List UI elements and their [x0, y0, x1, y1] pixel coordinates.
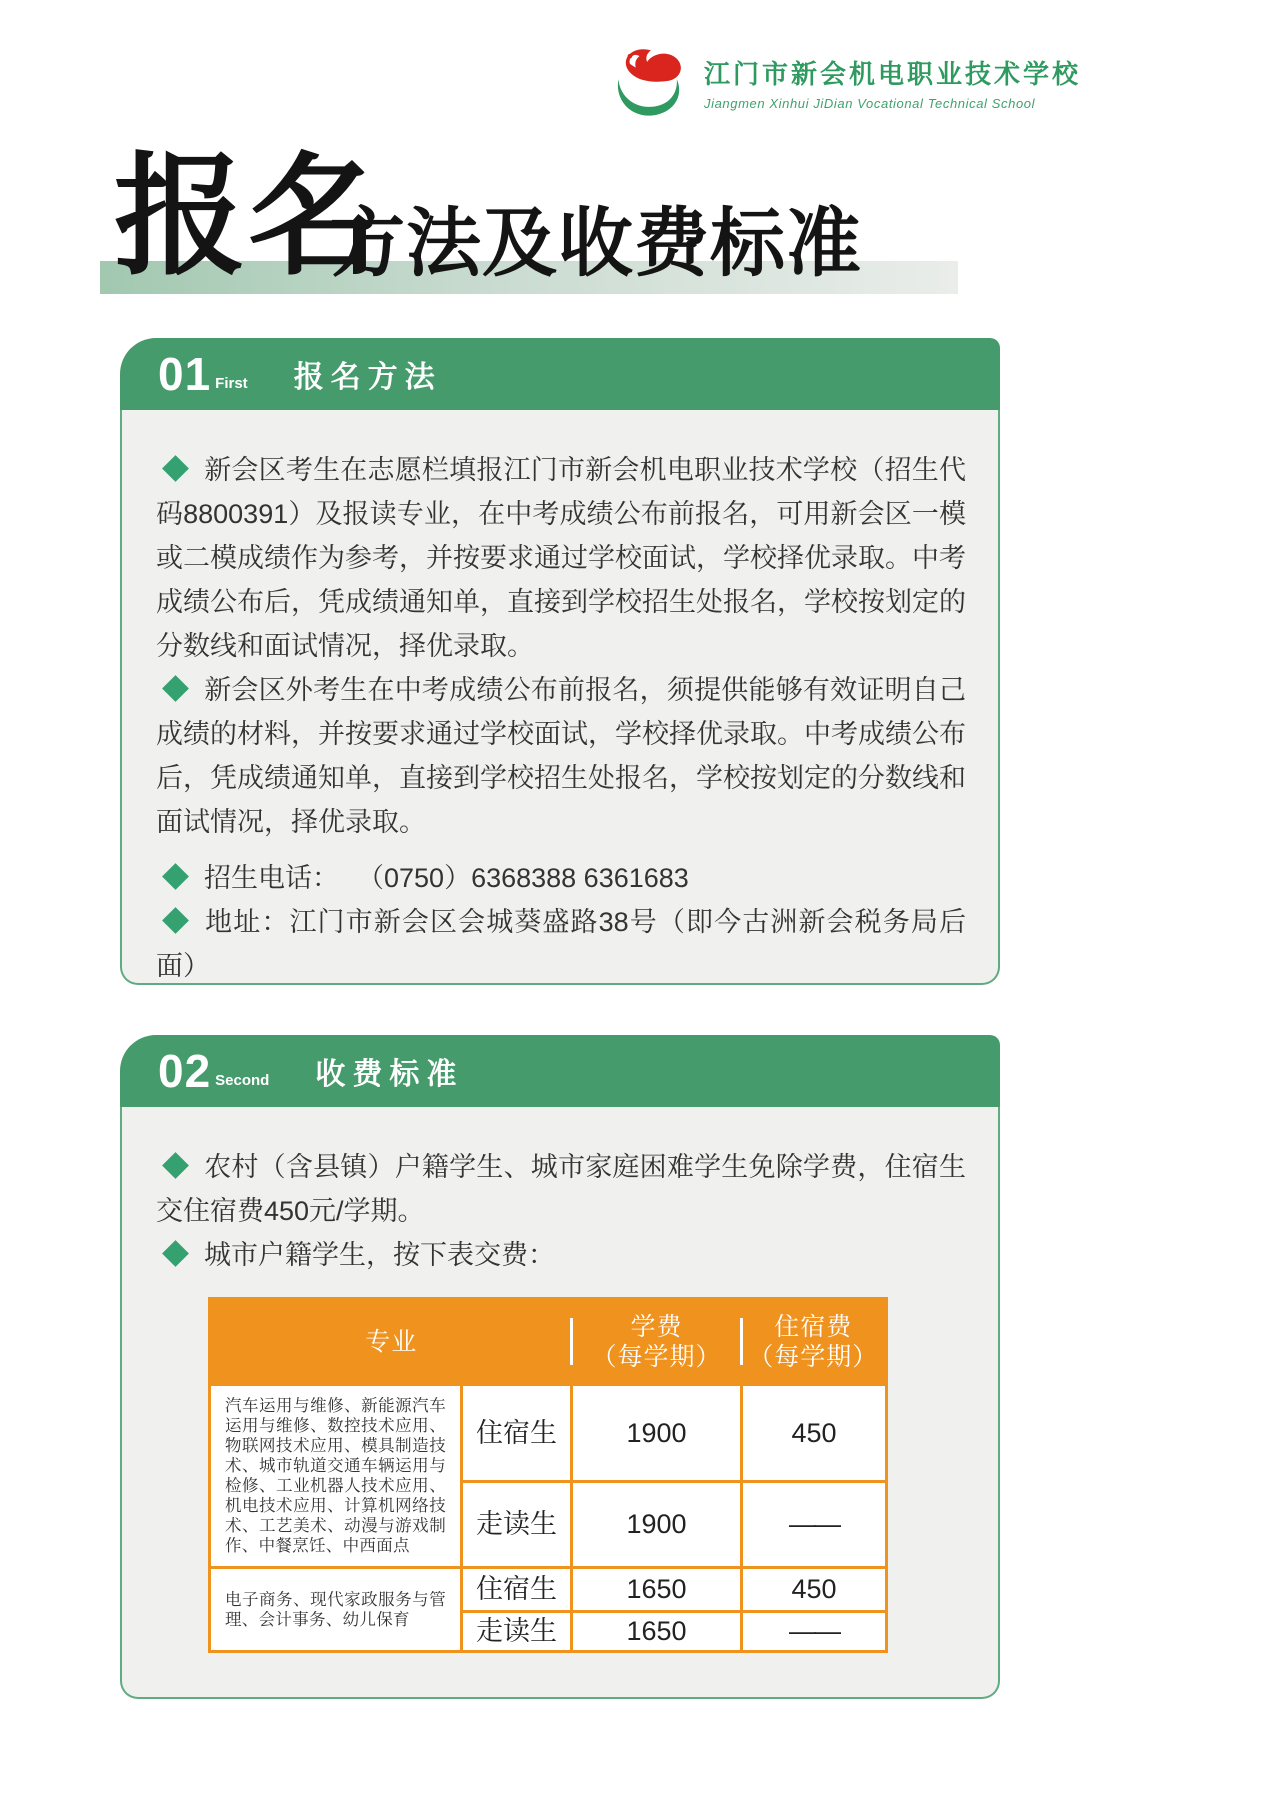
diamond-bullet-icon [162, 455, 189, 482]
diamond-bullet-icon [162, 907, 189, 934]
section1-number: 01 [158, 348, 212, 400]
address-text: 地址：江门市新会区会城葵盛路38号（即今古洲新会税务局后面） [156, 907, 966, 981]
col-header-tuition: 学费 （每学期） [572, 1299, 742, 1385]
student-type-cell: 住宿生 [462, 1385, 572, 1482]
paragraph [156, 668, 966, 844]
address-line [156, 900, 966, 988]
table-row [210, 1385, 887, 1482]
school-name-zh: 江门市新会机电职业技术学校 [704, 58, 1082, 89]
majors-cell: 电子商务、现代家政服务与管理、会计事务、幼儿保育 [210, 1568, 462, 1652]
school-name-en: Jiangmen Xinhui JiDian Vocational Technical School [704, 95, 1036, 111]
accommodation-cell: —— [742, 1482, 887, 1568]
tuition-cell: 1650 [572, 1568, 742, 1612]
paragraph-text: 新会区考生在志愿栏填报江门市新会机电职业技术学校（招生代码8800391）及报读专业，在中考成绩公布前报名，可用新会区一模或二模成绩作为参考，并按要求通过学校面试，学校择优录取。中考成绩公布后，凭成绩通知单，直接到学校招生处报名，学校按划定的分数线和面试情况，择优录取。 [156, 455, 966, 661]
page-title-highlight: 报名 [114, 143, 382, 290]
diamond-bullet-icon [162, 1240, 189, 1267]
paragraph-text: 新会区外考生在中考成绩公布前报名，须提供能够有效证明自己成绩的材料，并按要求通过学校面试，学校择优录取。中考成绩公布后，凭成绩通知单，直接到学校招生处报名，学校按划定的分数线和面试情况，择优录取。 [156, 675, 966, 837]
page-title-rest: 方法及收费标准 [330, 201, 863, 285]
accommodation-cell: 450 [742, 1568, 887, 1612]
section-fees [120, 1035, 1000, 1699]
phone-number: （0750）6368388 6361683 [357, 863, 689, 893]
section1-body [120, 410, 1000, 985]
section2-header [120, 1035, 1000, 1107]
section2-number: 02 [158, 1045, 212, 1097]
school-logo-icon [606, 46, 694, 118]
section2-body [120, 1107, 1000, 1699]
col-header-accommodation: 住宿费 （每学期） [742, 1299, 887, 1385]
section2-ordinal: Second [215, 1072, 270, 1089]
phone-line [156, 856, 966, 900]
fee-table-header-row [210, 1299, 887, 1385]
student-type-cell: 走读生 [462, 1482, 572, 1568]
paragraph-text: 农村（含县镇）户籍学生、城市家庭困难学生免除学费，住宿生交住宿费450元/学期。 [156, 1152, 966, 1226]
paragraph [156, 1233, 966, 1277]
fee-table [208, 1297, 888, 1653]
student-type-cell: 走读生 [462, 1612, 572, 1652]
section1-header [120, 338, 1000, 410]
tuition-cell: 1650 [572, 1612, 742, 1652]
diamond-bullet-icon [162, 675, 189, 702]
table-row [210, 1568, 887, 1612]
tuition-cell: 1900 [572, 1385, 742, 1482]
diamond-bullet-icon [162, 863, 189, 890]
paragraph [156, 1145, 966, 1233]
phone-label: 招生电话： [204, 863, 339, 893]
section1-heading: 报名方法 [293, 361, 442, 394]
accommodation-cell: —— [742, 1612, 887, 1652]
paragraph-text: 城市户籍学生，按下表交费： [204, 1240, 555, 1270]
col-header-major: 专业 [210, 1299, 572, 1385]
section1-ordinal: First [215, 375, 248, 392]
section-registration [120, 338, 1000, 985]
accommodation-cell: 450 [742, 1385, 887, 1482]
tuition-cell: 1900 [572, 1482, 742, 1568]
paragraph [156, 448, 966, 668]
student-type-cell: 住宿生 [462, 1568, 572, 1612]
diamond-bullet-icon [162, 1152, 189, 1179]
section2-heading: 收费标准 [315, 1058, 464, 1091]
school-logo [606, 46, 1081, 118]
majors-cell: 汽车运用与维修、新能源汽车运用与维修、数控技术应用、物联网技术应用、模具制造技术、城市轨道交通车辆运用与检修、工业机器人技术应用、机电技术应用、计算机网络技术、工艺美术、动漫与游戏制作、中餐烹饪、中西面点 [210, 1385, 462, 1568]
